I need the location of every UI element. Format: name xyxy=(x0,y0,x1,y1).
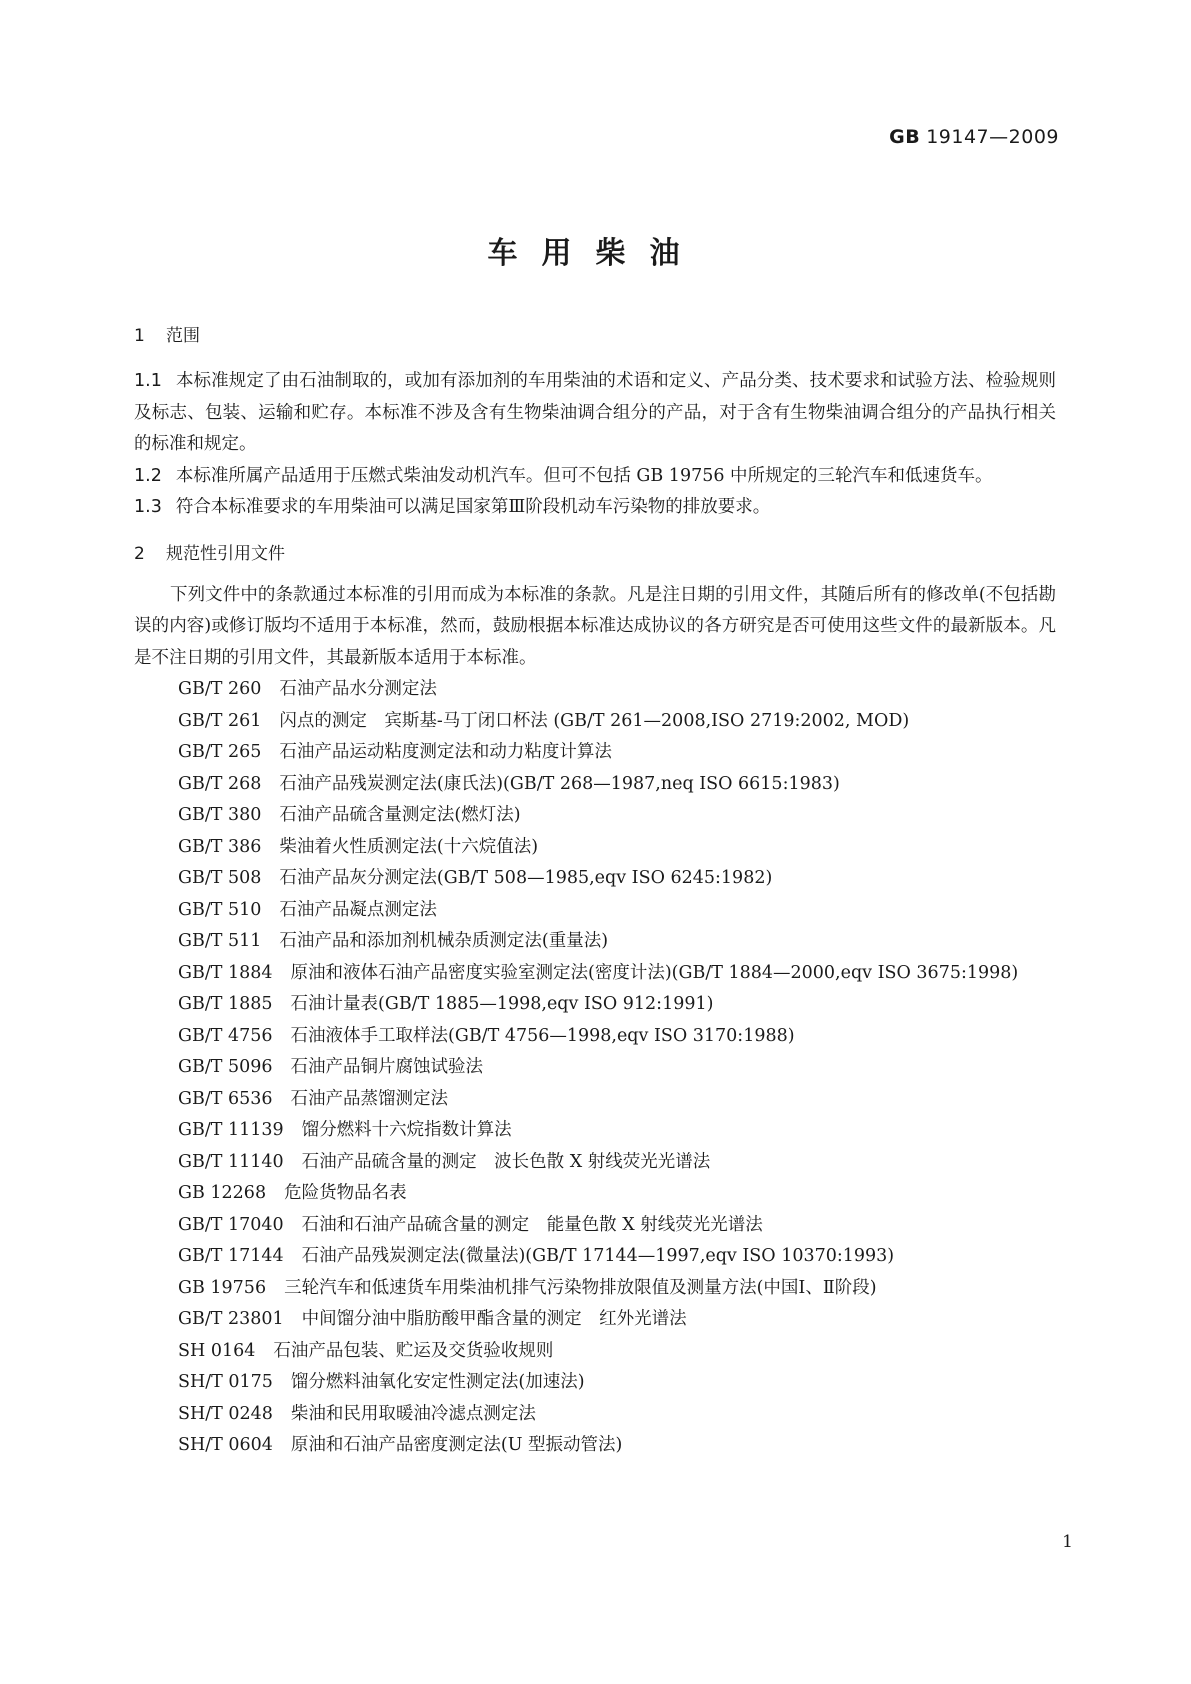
reference-item xyxy=(134,958,1056,990)
reference-item xyxy=(134,1273,1056,1305)
reference-item xyxy=(134,1147,1056,1179)
reference-item xyxy=(134,1210,1056,1242)
reference-title: 石油产品水分测定法 xyxy=(279,679,437,699)
reference-title: 中间馏分油中脂肪酸甲酯含量的测定 红外光谱法 xyxy=(301,1309,687,1329)
document-body xyxy=(134,320,1056,1462)
section-2-heading xyxy=(134,538,1056,570)
reference-title: 三轮汽车和低速货车用柴油机排气污染物排放限值及测量方法(中国Ⅰ、Ⅱ阶段) xyxy=(284,1277,877,1298)
clause-1-1 xyxy=(134,366,1056,461)
reference-code: GB/T 6536 xyxy=(178,1088,273,1109)
reference-item xyxy=(134,800,1056,832)
clause-number: 1.3 xyxy=(134,497,162,517)
reference-code: GB/T 380 xyxy=(178,805,262,825)
reference-code: GB/T 261 xyxy=(178,710,262,731)
clause-text: 本标准所属产品适用于压燃式柴油发动机汽车。但可不包括 GB 19756 中所规定的三轮汽车和低速货车。 xyxy=(175,465,993,486)
reference-item xyxy=(134,832,1056,864)
reference-code: GB/T 11140 xyxy=(178,1151,284,1172)
reference-code: SH 0164 xyxy=(178,1340,256,1361)
reference-title: 原油和石油产品密度测定法(U 型振动管法) xyxy=(290,1435,623,1455)
reference-code: GB/T 17144 xyxy=(178,1246,284,1266)
reference-title: 石油产品包装、贮运及交货验收规则 xyxy=(273,1340,554,1361)
reference-code: SH/T 0248 xyxy=(178,1403,273,1424)
reference-title: 石油产品残炭测定法(康氏法)(GB/T 268—1987,neq ISO 6615:1983) xyxy=(279,773,840,794)
reference-title: 闪点的测定 宾斯基-马丁闭口杯法 (GB/T 261—2008,ISO 2719:2002, MOD) xyxy=(279,710,910,731)
reference-item xyxy=(134,1304,1056,1336)
reference-item xyxy=(134,769,1056,801)
reference-title: 原油和液体石油产品密度实验室测定法(密度计法)(GB/T 1884—2000,eqv ISO 3675:1998) xyxy=(290,962,1019,983)
document-title: 车用柴油 xyxy=(487,236,704,271)
reference-item xyxy=(134,737,1056,769)
reference-code: GB/T 1885 xyxy=(178,994,273,1014)
reference-code: GB/T 511 xyxy=(178,931,262,951)
reference-item xyxy=(134,1430,1056,1462)
reference-title: 馏分燃料油氧化安定性测定法(加速法) xyxy=(290,1372,585,1392)
reference-item xyxy=(134,926,1056,958)
reference-title: 柴油着火性质测定法(十六烷值法) xyxy=(279,836,539,857)
reference-item xyxy=(134,1336,1056,1368)
reference-code: GB/T 510 xyxy=(178,899,262,920)
reference-title: 危险货物品名表 xyxy=(284,1183,407,1203)
reference-title: 馏分燃料十六烷指数计算法 xyxy=(301,1120,512,1140)
reference-item xyxy=(134,1084,1056,1116)
section-title: 范围 xyxy=(166,326,200,346)
standard-number xyxy=(889,126,1059,148)
reference-title: 石油产品蒸馏测定法 xyxy=(290,1088,449,1109)
reference-code: GB/T 508 xyxy=(178,868,262,888)
reference-code: GB/T 5096 xyxy=(178,1057,273,1077)
reference-code: GB/T 23801 xyxy=(178,1309,284,1329)
reference-title: 石油产品和添加剂机械杂质测定法(重量法) xyxy=(279,931,609,951)
section-title: 规范性引用文件 xyxy=(166,543,285,564)
reference-title: 石油产品残炭测定法(微量法)(GB/T 17144—1997,eqv ISO 10370:1993) xyxy=(301,1246,895,1266)
reference-code: GB 19756 xyxy=(178,1277,267,1298)
clause-1-3 xyxy=(134,492,1056,524)
clause-text: 本标准规定了由石油制取的，或加有添加剂的车用柴油的术语和定义、产品分类、技术要求和试验方法、检验规则及标志、包装、运输和贮存。本标准不涉及含有生物柴油调合组分的产品，对于含有生物柴油调合组分的产品执行相关的标准和规定。 xyxy=(134,371,1056,454)
reference-code: GB/T 1884 xyxy=(178,962,273,983)
reference-title: 石油产品运动粘度测定法和动力粘度计算法 xyxy=(279,742,612,762)
reference-title: 石油和石油产品硫含量的测定 能量色散 X 射线荧光光谱法 xyxy=(301,1214,763,1235)
reference-code: GB/T 268 xyxy=(178,773,262,794)
reference-code: GB 12268 xyxy=(178,1183,267,1203)
reference-code: SH/T 0604 xyxy=(178,1435,273,1455)
reference-code: GB/T 4756 xyxy=(178,1025,273,1046)
standard-code: 19147—2009 xyxy=(926,126,1059,148)
clause-1-2 xyxy=(134,461,1056,493)
section-number: 2 xyxy=(134,543,145,564)
reference-title: 石油产品灰分测定法(GB/T 508—1985,eqv ISO 6245:1982) xyxy=(279,868,773,888)
reference-item xyxy=(134,1052,1056,1084)
section-number: 1 xyxy=(134,326,145,346)
reference-code: GB/T 17040 xyxy=(178,1214,284,1235)
reference-item xyxy=(134,706,1056,738)
clause-number: 1.2 xyxy=(134,465,162,486)
section-1-heading xyxy=(134,320,1056,352)
reference-item xyxy=(134,1367,1056,1399)
reference-code: GB/T 11139 xyxy=(178,1120,284,1140)
reference-item xyxy=(134,863,1056,895)
reference-title: 石油液体手工取样法(GB/T 4756—1998,eqv ISO 3170:1988) xyxy=(290,1025,795,1046)
reference-title: 石油计量表(GB/T 1885—1998,eqv ISO 912:1991) xyxy=(290,994,714,1014)
reference-title: 石油产品铜片腐蚀试验法 xyxy=(290,1057,484,1077)
standard-prefix: GB xyxy=(889,126,921,148)
reference-item xyxy=(134,989,1056,1021)
reference-item xyxy=(134,1115,1056,1147)
reference-item xyxy=(134,1021,1056,1053)
reference-item xyxy=(134,1399,1056,1431)
reference-code: GB/T 386 xyxy=(178,836,262,857)
reference-code: SH/T 0175 xyxy=(178,1372,273,1392)
reference-title: 石油产品凝点测定法 xyxy=(279,899,437,920)
page-number: 1 xyxy=(1062,1532,1073,1552)
reference-item xyxy=(134,1241,1056,1273)
reference-title: 石油产品硫含量测定法(燃灯法) xyxy=(279,805,521,825)
reference-item xyxy=(134,1178,1056,1210)
reference-item xyxy=(134,895,1056,927)
section-2-intro: 下列文件中的条款通过本标准的引用而成为本标准的条款。凡是注日期的引用文件，其随后所有的修改单(不包括勘误的内容)或修订版均不适用于本标准，然而，鼓励根据本标准达成协议的各方研究是否可使用这些文件的最新版本。凡是不注日期的引用文件，其最新版本适用于本标准。 xyxy=(134,584,1056,668)
clause-number: 1.1 xyxy=(134,371,162,391)
reference-title: 柴油和民用取暖油冷滤点测定法 xyxy=(290,1403,536,1424)
reference-item xyxy=(134,674,1056,706)
reference-code: GB/T 260 xyxy=(178,679,262,699)
reference-code: GB/T 265 xyxy=(178,742,262,762)
clause-text: 符合本标准要求的车用柴油可以满足国家第Ⅲ阶段机动车污染物的排放要求。 xyxy=(175,497,771,517)
reference-title: 石油产品硫含量的测定 波长色散 X 射线荧光光谱法 xyxy=(301,1151,711,1172)
